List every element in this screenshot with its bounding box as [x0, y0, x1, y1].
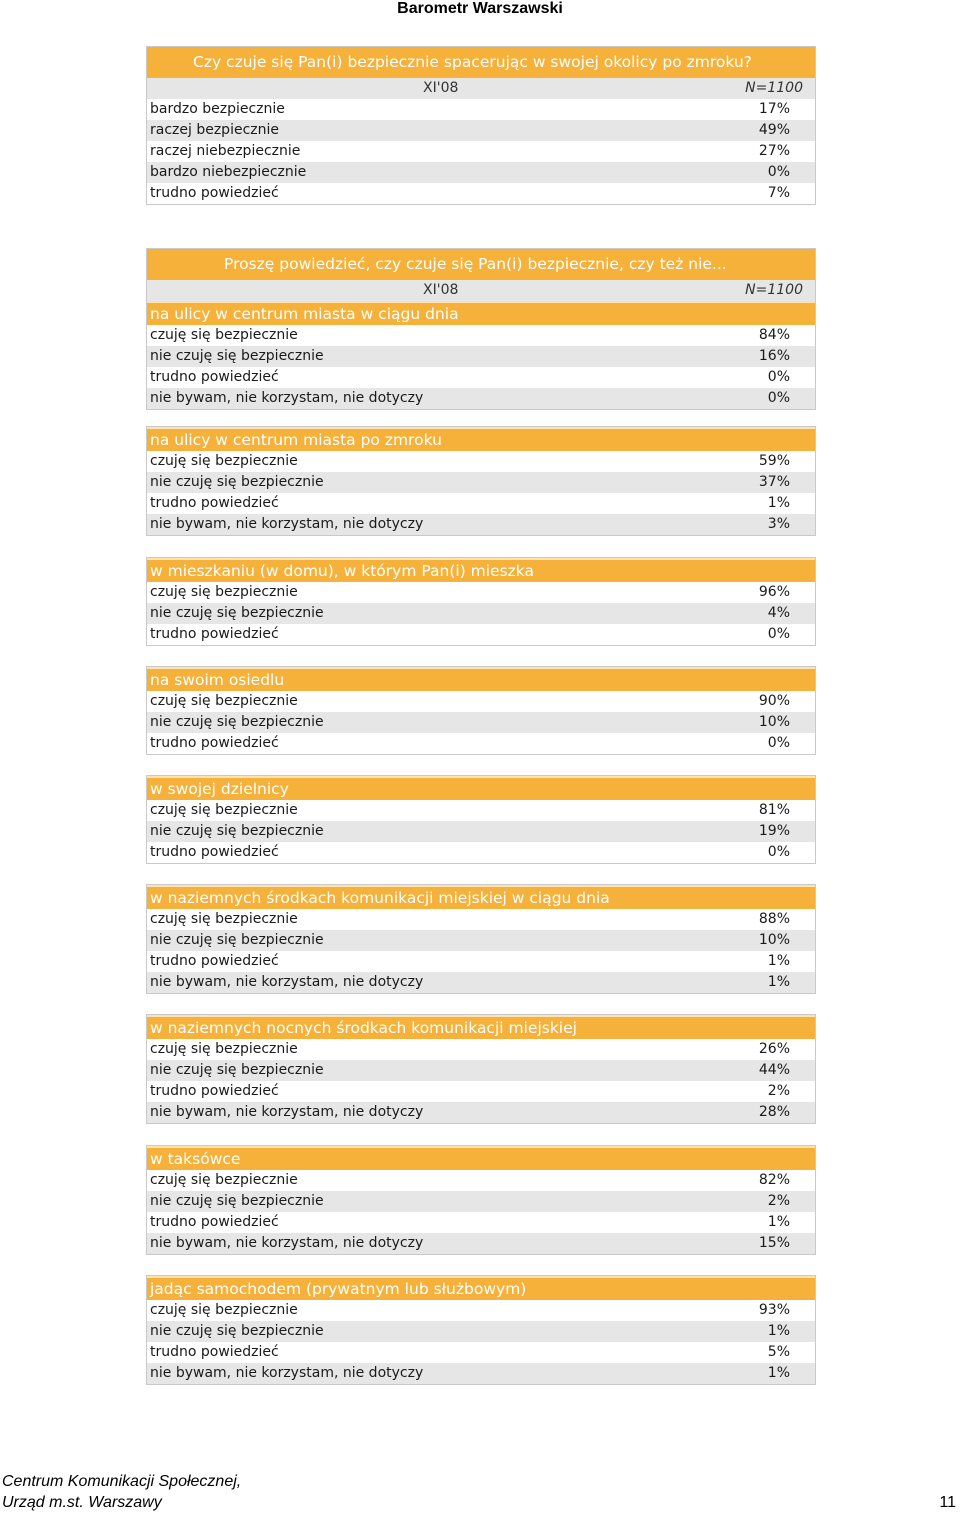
table-row	[147, 162, 815, 183]
table-row	[147, 1363, 815, 1384]
table-row	[147, 1342, 815, 1363]
table-row	[147, 451, 815, 472]
section-table	[146, 1014, 816, 1124]
answer-label: czuję się bezpiecznie	[150, 693, 298, 709]
section-title: jadąc samochodem (prywatnym lub służbowym)	[147, 1276, 815, 1300]
table-row	[147, 1060, 815, 1081]
table-row	[147, 1039, 815, 1060]
answer-value: 10%	[758, 932, 790, 948]
answer-value: 0%	[767, 164, 790, 180]
answer-label: nie czuję się bezpiecznie	[150, 932, 324, 948]
table-row	[147, 1170, 815, 1191]
answer-value: 1%	[767, 1323, 790, 1339]
answer-label: trudno powiedzieć	[150, 844, 279, 860]
question-table-places	[146, 248, 816, 410]
question-title: Proszę powiedzieć, czy czuje się Pan(i) bezpiecznie, czy też nie...	[147, 249, 815, 280]
answer-label: nie czuję się bezpiecznie	[150, 1323, 324, 1339]
wave-label: XI'08	[423, 80, 459, 96]
table-row	[147, 1233, 815, 1254]
page-footer	[2, 1471, 241, 1513]
section-title: w swojej dzielnicy	[147, 776, 815, 800]
answer-value: 2%	[767, 1193, 790, 1209]
table-row	[147, 388, 815, 409]
table-row	[147, 821, 815, 842]
wave-row	[147, 78, 815, 99]
table-row	[147, 909, 815, 930]
table-row	[147, 972, 815, 993]
table-row	[147, 951, 815, 972]
table-row	[147, 1321, 815, 1342]
answer-value: 27%	[758, 143, 790, 159]
answer-value: 5%	[767, 1344, 790, 1360]
table-row	[147, 514, 815, 535]
answer-label: nie bywam, nie korzystam, nie dotyczy	[150, 1235, 424, 1251]
answer-value: 1%	[767, 495, 790, 511]
table-row	[147, 120, 815, 141]
answer-value: 4%	[767, 605, 790, 621]
table-row	[147, 183, 815, 204]
answer-label: czuję się bezpiecznie	[150, 327, 298, 343]
answer-label: trudno powiedzieć	[150, 495, 279, 511]
answer-value: 0%	[767, 390, 790, 406]
answer-label: czuję się bezpiecznie	[150, 911, 298, 927]
answer-label: trudno powiedzieć	[150, 1214, 279, 1230]
table-row	[147, 691, 815, 712]
answer-label: raczej bezpiecznie	[150, 122, 279, 138]
section-title: w taksówce	[147, 1146, 815, 1170]
answer-label: trudno powiedzieć	[150, 953, 279, 969]
answer-value: 1%	[767, 1214, 790, 1230]
table-row	[147, 472, 815, 493]
answer-value: 81%	[758, 802, 790, 818]
answer-label: nie bywam, nie korzystam, nie dotyczy	[150, 974, 424, 990]
section-title: w mieszkaniu (w domu), w którym Pan(i) mieszka	[147, 558, 815, 582]
answer-value: 37%	[758, 474, 790, 490]
table-row	[147, 582, 815, 603]
answer-value: 84%	[758, 327, 790, 343]
answer-label: nie czuję się bezpiecznie	[150, 1062, 324, 1078]
table-row	[147, 493, 815, 514]
answer-label: nie czuję się bezpiecznie	[150, 714, 324, 730]
footer-line-1: Centrum Komunikacji Społecznej,	[2, 1473, 242, 1490]
answer-label: nie czuję się bezpiecznie	[150, 823, 324, 839]
table-row	[147, 1102, 815, 1123]
table-row	[147, 842, 815, 863]
answer-label: bardzo niebezpiecznie	[150, 164, 307, 180]
table-row	[147, 624, 815, 645]
answer-label: nie bywam, nie korzystam, nie dotyczy	[150, 390, 424, 406]
answer-value: 26%	[758, 1041, 790, 1057]
answer-value: 0%	[767, 735, 790, 751]
answer-label: trudno powiedzieć	[150, 1344, 279, 1360]
section-table	[146, 884, 816, 994]
answer-label: nie czuję się bezpiecznie	[150, 605, 324, 621]
answer-label: bardzo bezpiecznie	[150, 101, 285, 117]
page-header: Barometr Warszawski	[397, 0, 563, 17]
table-row	[147, 712, 815, 733]
table-row	[147, 1191, 815, 1212]
answer-label: nie bywam, nie korzystam, nie dotyczy	[150, 1365, 424, 1381]
answer-value: 0%	[767, 369, 790, 385]
answer-label: nie bywam, nie korzystam, nie dotyczy	[150, 1104, 424, 1120]
answer-value: 28%	[758, 1104, 790, 1120]
table-row	[147, 346, 815, 367]
answer-value: 44%	[758, 1062, 790, 1078]
table-row	[147, 1300, 815, 1321]
wave-row	[147, 280, 815, 301]
answer-label: nie czuję się bezpiecznie	[150, 348, 324, 364]
table-row	[147, 367, 815, 388]
sample-size: N=1100	[745, 80, 803, 96]
table-row	[147, 1081, 815, 1102]
answer-label: czuję się bezpiecznie	[150, 453, 298, 469]
answer-label: nie czuję się bezpiecznie	[150, 1193, 324, 1209]
table-row	[147, 141, 815, 162]
wave-label: XI'08	[423, 282, 459, 298]
answer-value: 16%	[758, 348, 790, 364]
answer-value: 17%	[758, 101, 790, 117]
answer-value: 82%	[758, 1172, 790, 1188]
answer-label: czuję się bezpiecznie	[150, 1041, 298, 1057]
answer-label: nie bywam, nie korzystam, nie dotyczy	[150, 516, 424, 532]
footer-line-2: Urząd m.st. Warszawy	[2, 1494, 162, 1511]
answer-value: 19%	[758, 823, 790, 839]
question-table-night-walk	[146, 46, 816, 205]
sample-size: N=1100	[745, 282, 803, 298]
answer-value: 1%	[767, 974, 790, 990]
answer-label: czuję się bezpiecznie	[150, 1172, 298, 1188]
answer-value: 3%	[767, 516, 790, 532]
answer-label: trudno powiedzieć	[150, 369, 279, 385]
answer-value: 49%	[758, 122, 790, 138]
table-row	[147, 930, 815, 951]
answer-label: czuję się bezpiecznie	[150, 1302, 298, 1318]
answer-value: 96%	[758, 584, 790, 600]
table-row	[147, 800, 815, 821]
answer-value: 93%	[758, 1302, 790, 1318]
question-title: Czy czuje się Pan(i) bezpiecznie spacerując w swojej okolicy po zmroku?	[147, 47, 815, 78]
answer-value: 1%	[767, 1365, 790, 1381]
answer-list	[147, 99, 815, 204]
answer-value: 0%	[767, 844, 790, 860]
answer-label: nie czuję się bezpiecznie	[150, 474, 324, 490]
page-number: 11	[939, 1494, 956, 1511]
table-row	[147, 603, 815, 624]
answer-value: 15%	[758, 1235, 790, 1251]
section-title: w naziemnych nocnych środkach komunikacji miejskiej	[147, 1015, 815, 1039]
answer-label: trudno powiedzieć	[150, 735, 279, 751]
section-block	[147, 301, 815, 409]
section-table	[146, 1275, 816, 1385]
answer-label: czuję się bezpiecznie	[150, 584, 298, 600]
section-title: na ulicy w centrum miasta w ciągu dnia	[147, 301, 815, 325]
section-table	[146, 666, 816, 755]
section-table	[146, 1145, 816, 1255]
answer-value: 0%	[767, 626, 790, 642]
section-title: w naziemnych środkach komunikacji miejskiej w ciągu dnia	[147, 885, 815, 909]
table-row	[147, 99, 815, 120]
answer-value: 10%	[758, 714, 790, 730]
answer-label: czuję się bezpiecznie	[150, 802, 298, 818]
section-title: na swoim osiedlu	[147, 667, 815, 691]
answer-label: raczej niebezpiecznie	[150, 143, 301, 159]
answer-value: 59%	[758, 453, 790, 469]
answer-label: trudno powiedzieć	[150, 185, 279, 201]
answer-value: 7%	[767, 185, 790, 201]
section-title: na ulicy w centrum miasta po zmroku	[147, 427, 815, 451]
section-table	[146, 557, 816, 646]
answer-value: 88%	[758, 911, 790, 927]
answer-label: trudno powiedzieć	[150, 1083, 279, 1099]
section-table	[146, 426, 816, 536]
table-row	[147, 733, 815, 754]
table-row	[147, 1212, 815, 1233]
answer-label: trudno powiedzieć	[150, 626, 279, 642]
section-table	[146, 775, 816, 864]
answer-value: 1%	[767, 953, 790, 969]
table-row	[147, 325, 815, 346]
answer-value: 2%	[767, 1083, 790, 1099]
answer-value: 90%	[758, 693, 790, 709]
